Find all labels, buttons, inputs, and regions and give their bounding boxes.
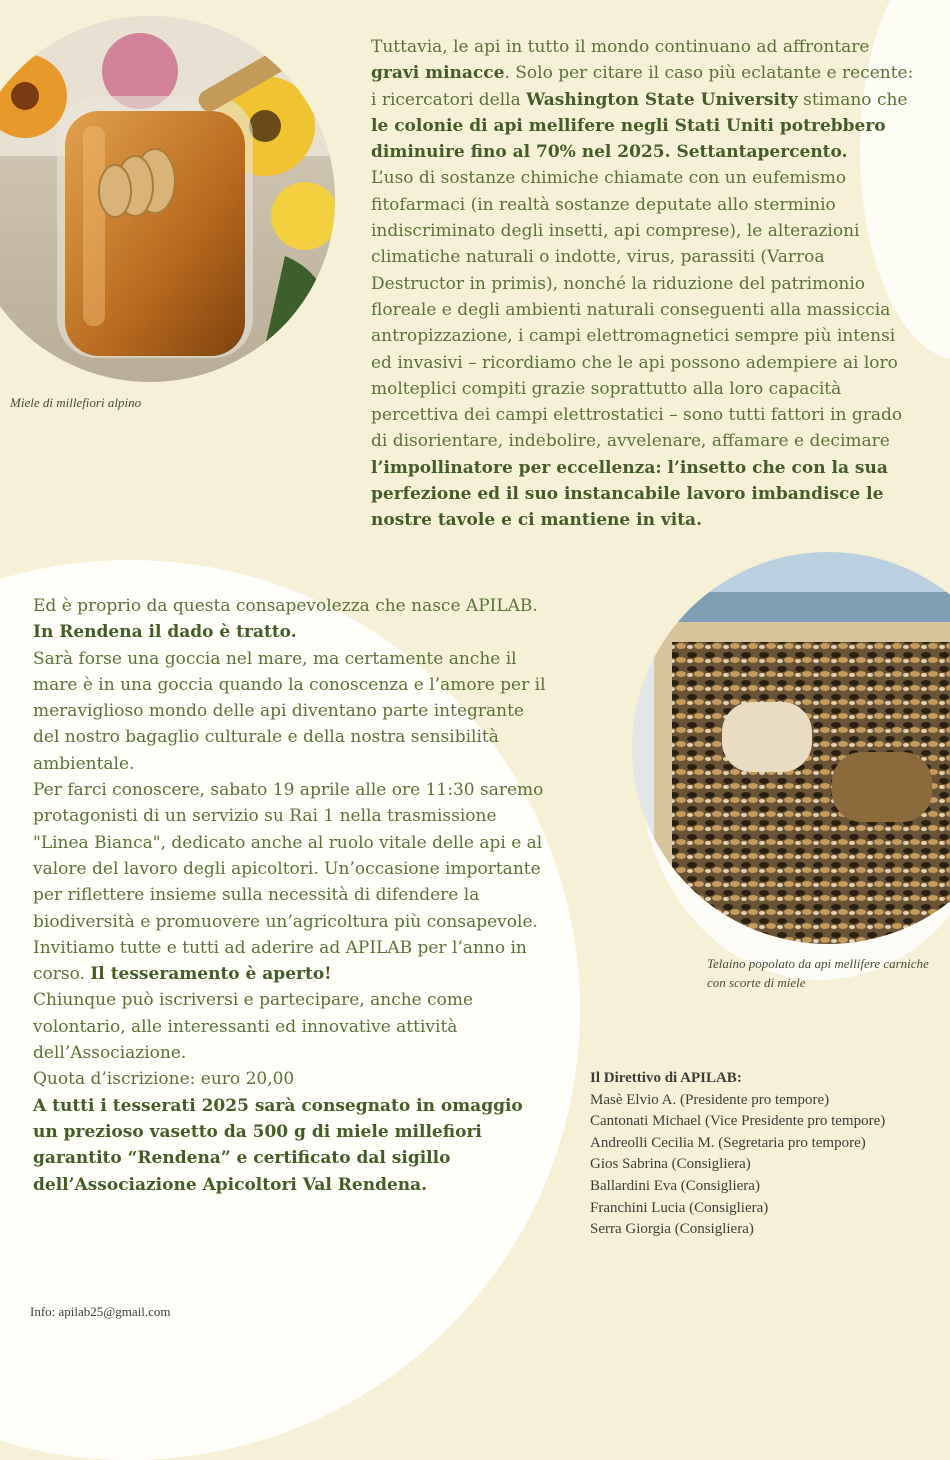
directive-title: Il Direttivo di APILAB: — [590, 1070, 742, 1086]
bee-photo-caption: Telaino popolato da api mellifere carniche con scorte di miele — [707, 956, 929, 990]
directive-member: Masè Elvio A. (Presidente pro tempore) — [590, 1091, 830, 1108]
directive-member: Franchini Lucia (Consigliera) — [590, 1199, 769, 1216]
directive-member: Ballardini Eva (Consigliera) — [590, 1177, 760, 1194]
directive-block — [590, 1068, 940, 1241]
directive-member: Cantonati Michael (Vice Presidente pro tempore) — [590, 1113, 886, 1130]
honey-jar-illustration — [0, 16, 335, 382]
top-paragraph-1: Tuttavia, le api in tutto il mondo continuano ad affrontare gravi minacce. Solo per citare il caso più eclatante e recente: i ricercatori della Washington State University stimano che le colonie di api mellifere negli Stati Uniti potrebbero diminuire fino al 70% nel 2025. Settantapercento. — [371, 37, 914, 163]
bottom-line-4: Per farci conoscere, sabato 19 aprile alle ore 11:30 saremo protagonisti di un servizio su Rai 1 nella trasmissione "Linea Bianca", dedicato anche al ruolo vitale delle api e al valore del lavoro degli apicoltori. Un’occasione importante per riflettere insieme sulla necessità di difendere la biodiversità e promuovere un’agricoltura più consapevole. — [33, 780, 544, 932]
honey-photo-caption: Miele di millefiori alpino — [10, 395, 142, 410]
top-text-block — [371, 34, 919, 534]
bottom-line-2: In Rendena il dado è tratto. — [33, 622, 297, 643]
bottom-text-block — [33, 593, 553, 1198]
bottom-line-1: Ed è proprio da questa consapevolezza che nasce APILAB. — [33, 596, 538, 616]
directive-member: Gios Sabrina (Consigliera) — [590, 1156, 751, 1173]
bottom-line-6: Chiunque può iscriversi e partecipare, anche come volontario, alle interessanti ed innovative attività dell’Associazione. — [33, 990, 474, 1064]
bottom-line-3: Sarà forse una goccia nel mare, ma certamente anche il mare è in una goccia quando la conoscenza e l’amore per il meraviglioso mondo delle api diventano parte integrante del nostro bagaglio culturale e della nostra sensibilità ambientale. — [33, 648, 546, 774]
top-paragraph-2: L’uso di sostanze chimiche chiamate con un eufemismo fitofarmaci (in realtà sostanze deputate allo sterminio indiscriminato degli insetti, api comprese), le alterazioni climatiche naturali o indotte, virus, parassiti (Varroa Destructor in primis), nonché la riduzione del patrimonio floreale e degli ambienti naturali conseguenti alla massiccia antropizzazione, i campi elettromagnetici sempre più intensi ed invasivi – ricordiamo che le api possono adempiere ai loro molteplici compiti grazie soprattutto alla loro capacità percettiva dei campi elettrostatici – sono tutti fattori in grado di disorientare, indebolire, avvelenare, affamare e decimare l’impollinatore per eccellenza: l’insetto che con la sua perfezione ed il suo instancabile lavoro imbandisce le nostre tavole e ci mantiene in vita. — [371, 168, 903, 531]
bottom-line-7: Quota d’iscrizione: euro 20,00 — [33, 1069, 295, 1090]
directive-member: Andreolli Cecilia M. (Segretaria pro tempore) — [590, 1134, 866, 1151]
honey-jar-photo — [0, 16, 335, 382]
bottom-line-5: Invitiamo tutte e tutti ad aderire ad APILAB per l’anno in corso. Il tesseramento è aperto! — [33, 937, 527, 985]
bottom-line-8: A tutti i tesserati 2025 sarà consegnato in omaggio un prezioso vasetto da 500 g di miele millefiori garantito “Rendena” e certificato dal sigillo dell’Associazione Apicoltori Val Rendena. — [33, 1095, 523, 1195]
contact-info[interactable]: Info: apilab25@gmail.com — [30, 1304, 171, 1319]
directive-member: Serra Giorgia (Consigliera) — [590, 1221, 754, 1238]
